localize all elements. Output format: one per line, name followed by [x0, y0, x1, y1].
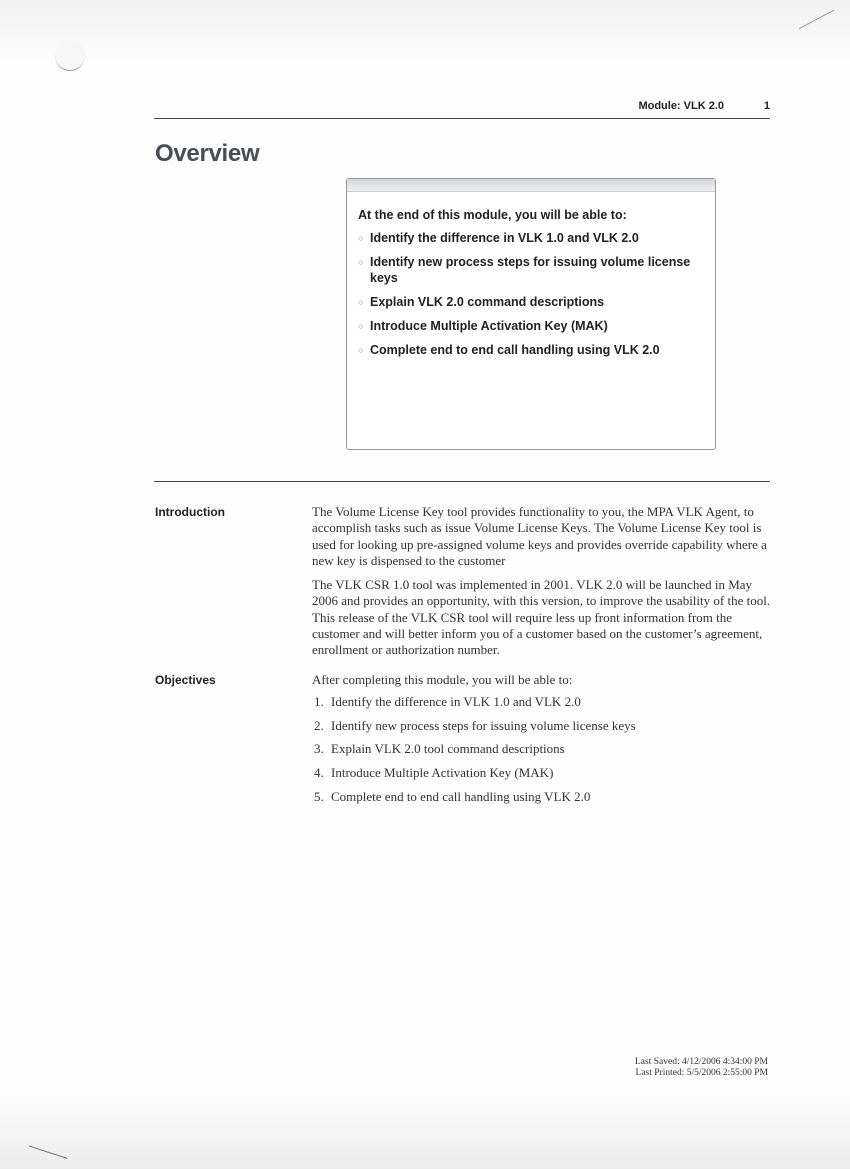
overview-item-text: Introduce Multiple Activation Key (MAK)	[370, 319, 608, 333]
overview-item-text: Identify new process steps for issuing volume license keys	[370, 255, 691, 285]
overview-list-item	[358, 254, 703, 286]
objective-text: Introduce Multiple Activation Key (MAK)	[331, 765, 554, 781]
overview-list-item	[358, 342, 703, 358]
punch-hole-mark	[55, 40, 85, 71]
introduction-body	[312, 504, 772, 667]
overview-item-text: Complete end to end call handling using VLK 2.0	[370, 343, 660, 357]
objective-text: Complete end to end call handling using VLK 2.0	[331, 788, 591, 804]
last-saved: Last Saved: 4/12/2006 4:34:00 PM	[635, 1057, 768, 1067]
objectives-body	[312, 672, 772, 812]
objective-number: 2.	[314, 717, 324, 733]
introduction-paragraph: The VLK CSR 1.0 tool was implemented in 2001. VLK 2.0 will be launched in May 2006 and provides an opportunity, with this version, to improve the usability of the tool. This release of the VLK CSR tool will require less up front information from the customer and will better inform you of a customer based on the customer’s agreement, enrollment or authorization number.	[312, 577, 771, 658]
overview-box-band	[347, 179, 715, 192]
last-printed: Last Printed: 5/5/2006 2:55:00 PM	[635, 1068, 768, 1078]
objectives-label: Objectives	[155, 673, 216, 687]
introduction-paragraph: The Volume License Key tool provides functionality to you, the MPA VLK Agent, to accomplish tasks such as issue Volume License Keys. The Volume License Key tool is used for looking up pre-assigned volume keys and provides override capability where a new key is dispensed to the customer	[312, 504, 767, 568]
objective-item	[312, 789, 772, 805]
overview-list-item	[358, 230, 703, 246]
objective-text: Explain VLK 2.0 tool command descriptions	[331, 741, 565, 757]
document-footer	[635, 1057, 768, 1079]
overview-list-item	[358, 318, 703, 334]
overview-intro: At the end of this module, you will be able to:	[358, 208, 627, 222]
overview-item-text: Explain VLK 2.0 command descriptions	[370, 295, 605, 309]
section-divider	[154, 481, 770, 482]
objective-item	[312, 718, 772, 734]
bullet-icon: ○	[358, 297, 364, 307]
objective-number: 4.	[314, 765, 324, 781]
overview-list	[358, 230, 703, 358]
overview-box	[346, 178, 716, 450]
objective-text: Identify the difference in VLK 1.0 and VLK 2.0	[331, 694, 581, 710]
objective-text: Identify new process steps for issuing volume license keys	[331, 717, 636, 733]
objective-number: 3.	[314, 741, 324, 757]
bullet-icon: ○	[358, 345, 364, 355]
objectives-list	[312, 694, 772, 805]
bullet-icon: ○	[358, 321, 364, 331]
objective-item	[312, 741, 772, 757]
scan-shadow-top	[0, 0, 850, 60]
page-title: Overview	[155, 140, 260, 167]
bullet-icon: ○	[358, 233, 364, 243]
page-header	[154, 100, 770, 119]
introduction-label: Introduction	[155, 505, 225, 519]
objective-item	[312, 765, 772, 781]
module-label: Module: VLK 2.0	[638, 100, 724, 112]
objective-number: 1.	[314, 694, 324, 710]
overview-list-item	[358, 294, 703, 310]
bullet-icon: ○	[358, 257, 364, 267]
objectives-intro: After completing this module, you will be able to:	[312, 672, 573, 687]
page-number: 1	[763, 100, 770, 112]
overview-item-text: Identify the difference in VLK 1.0 and VLK 2.0	[370, 231, 639, 245]
objective-number: 5.	[314, 788, 324, 804]
objective-item	[312, 694, 772, 710]
scan-shadow-bottom	[0, 1099, 850, 1169]
overview-box-content	[358, 207, 703, 366]
